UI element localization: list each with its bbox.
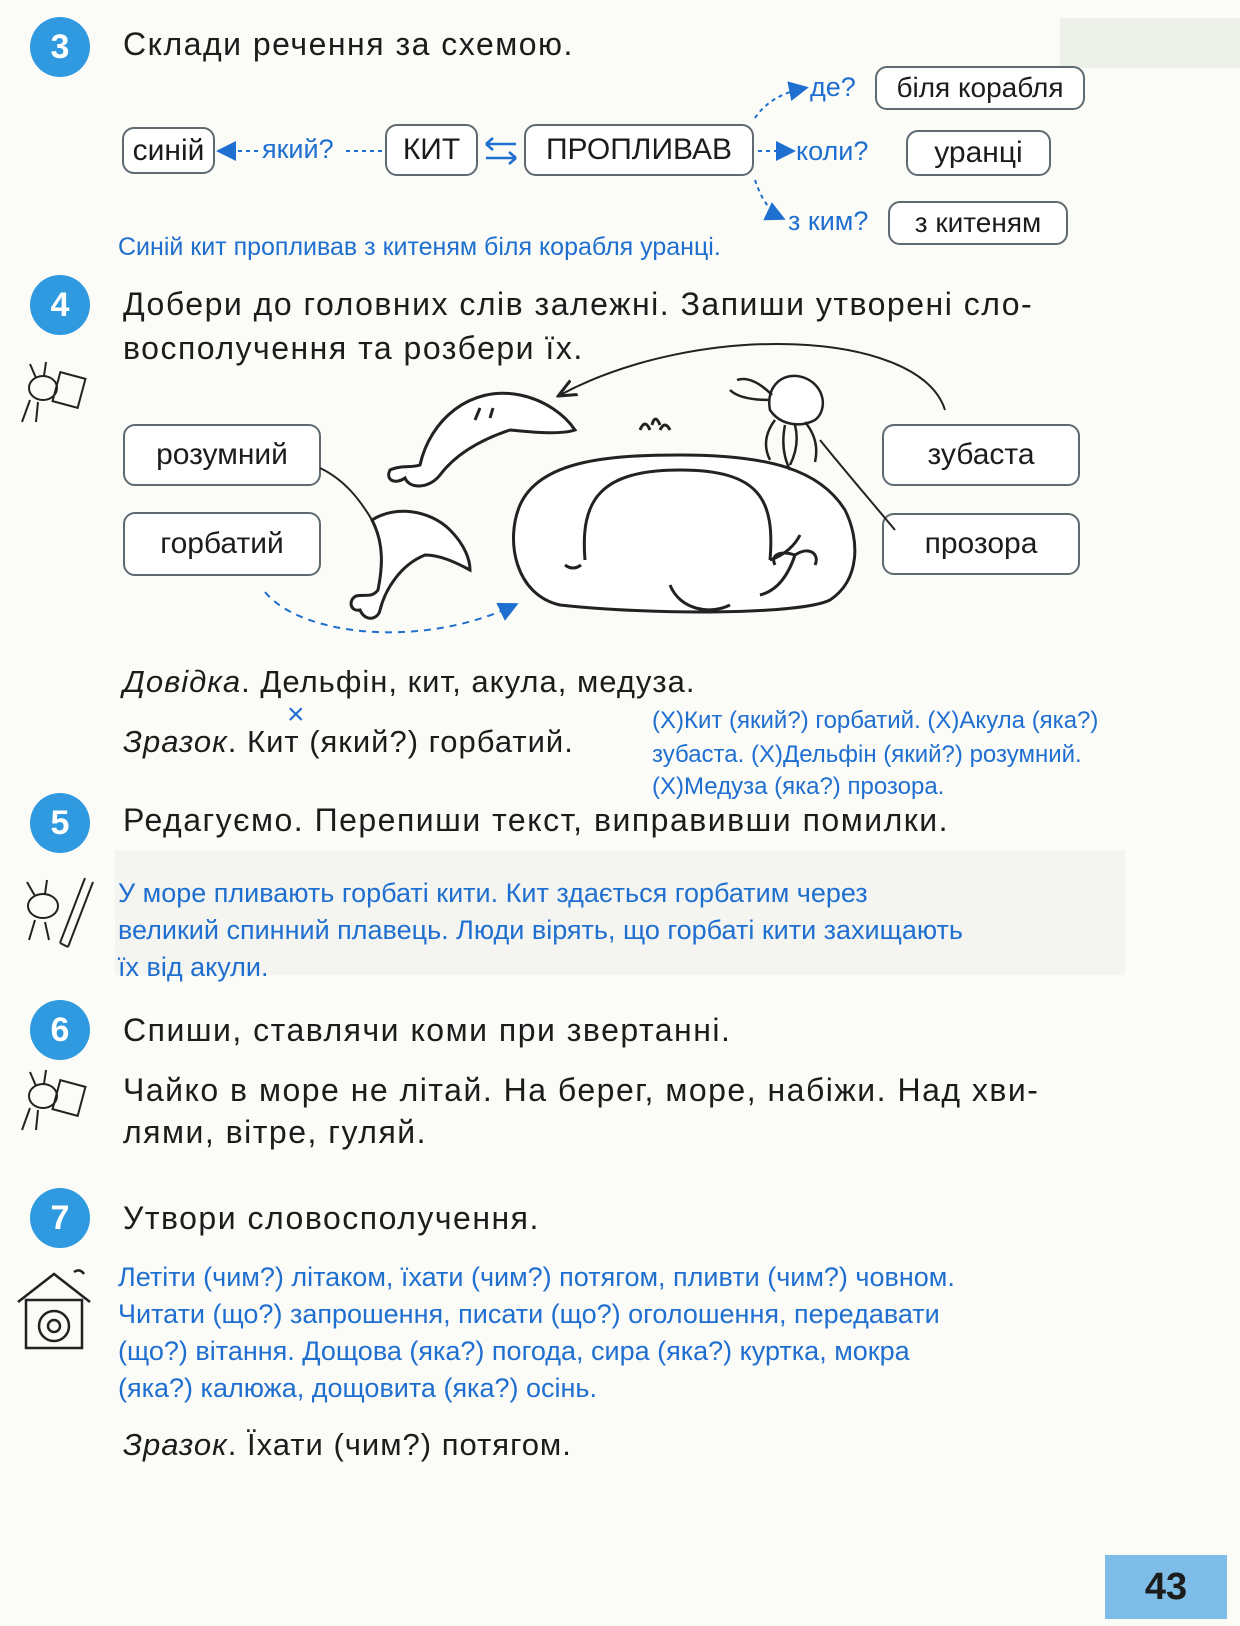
task-4-number: 4	[30, 275, 90, 335]
task-7-number: 7	[30, 1188, 90, 1248]
task-5-number: 5	[30, 793, 90, 853]
rabbit-reading-icon	[22, 1070, 85, 1130]
word-horbatyi: горбатий	[160, 527, 284, 560]
dovidka-label: Довідка	[123, 664, 242, 699]
word-synii: синій	[132, 133, 205, 167]
zrazok-text: . Їхати (чим?) потягом.	[227, 1427, 572, 1462]
task-6-instruction: Спиши, ставлячи коми при звертанні.	[123, 1012, 732, 1048]
rabbit-writing-icon	[27, 878, 93, 947]
arrow-horbatyi-to-whale	[265, 592, 515, 632]
task-6-number: 6	[30, 1000, 90, 1060]
jellyfish-illustration	[730, 376, 823, 470]
word-z-kytenam: з китеням	[914, 207, 1042, 238]
task-3-number: 3	[30, 17, 90, 77]
task-7-answer-line2: Читати (що?) запрошення, писати (що?) оголошення, передавати	[118, 1299, 940, 1329]
task-4-answer-line1: (Х)Кит (який?) горбатий. (Х)Акула (яка?)	[652, 707, 1099, 734]
arrow-to-z-kym	[755, 180, 782, 218]
question-z-kym: з ким?	[788, 206, 869, 236]
whale-illustration	[513, 419, 854, 612]
word-bilia-korablia: біля корабля	[896, 72, 1064, 103]
task-7-answer-line4: (яка?) калюжа, дощовита (яка?) осінь.	[118, 1373, 597, 1403]
task-5-answer-line1: У море пливають горбаті кити. Кит здається горбатим через	[118, 878, 868, 908]
double-arrow-icon	[486, 138, 516, 164]
rabbit-reading-icon	[22, 362, 85, 422]
dolphin-illustration	[389, 393, 575, 486]
task-6-text-line2: лями, вітре, гуляй.	[123, 1114, 428, 1150]
task-4-instruction-line1: Добери до головних слів залежні. Запиши утворені сло-	[123, 286, 1034, 322]
word-urantsi: уранці	[934, 136, 1023, 169]
homework-house-icon	[18, 1270, 90, 1348]
word-kyt: КИТ	[402, 133, 461, 166]
task-7-instruction: Утвори словосполучення.	[123, 1200, 540, 1236]
word-proplyvav: ПРОПЛИВАВ	[545, 133, 733, 166]
dovidka-text: . Дельфін, кит, акула, медуза.	[241, 664, 696, 699]
task-6-text-line1: Чайко в море не літай. На берег, море, набіжи. Над хви-	[123, 1072, 1040, 1108]
dolphin-small-illustration	[351, 511, 470, 618]
zrazok-label: Зразок	[123, 1427, 228, 1462]
question-koly: коли?	[796, 136, 869, 166]
question-yakyi: який?	[262, 134, 334, 164]
task-4-answer-line2: зубаста. (Х)Дельфін (який?) розумний.	[652, 741, 1082, 768]
line-rozumnyi-to-dolphin	[320, 468, 372, 520]
task-3-arrows	[220, 88, 805, 218]
zrazok-text: . Кит (який?) горбатий.	[227, 724, 574, 759]
task-7-answer-line3: (що?) вітання. Дощова (яка?) погода, сира (яка?) куртка, мокра	[118, 1336, 910, 1366]
task-4-answer-line3: (Х)Медуза (яка?) прозора.	[652, 773, 945, 800]
word-prozora: прозора	[924, 527, 1038, 560]
task-4-mark: ×	[287, 698, 307, 731]
word-zubasta: зубаста	[927, 438, 1035, 471]
arrow-to-de	[755, 88, 805, 118]
page-number: 43	[1105, 1555, 1227, 1619]
word-rozumnyi: розумний	[156, 438, 288, 471]
task-5-answer-line2: великий спинний плавець. Люди вірять, що горбаті кити захищають	[118, 915, 963, 945]
task-7-answer-line1: Летіти (чим?) літаком, їхати (чим?) потягом, пливти (чим?) човном.	[118, 1262, 955, 1292]
task-3-answer: Синій кит пропливав з китеням біля корабля уранці.	[118, 233, 721, 261]
question-de: де?	[810, 72, 856, 102]
task-5-instruction: Редагуємо. Перепиши текст, виправивши помилки.	[123, 802, 949, 838]
zrazok-label: Зразок	[123, 724, 228, 759]
task-4-instruction-line2: восполучення та розбери їх.	[123, 330, 584, 366]
task-3-instruction: Склади речення за схемою.	[123, 26, 574, 62]
task-5-answer-line3: їх від акули.	[118, 952, 269, 982]
